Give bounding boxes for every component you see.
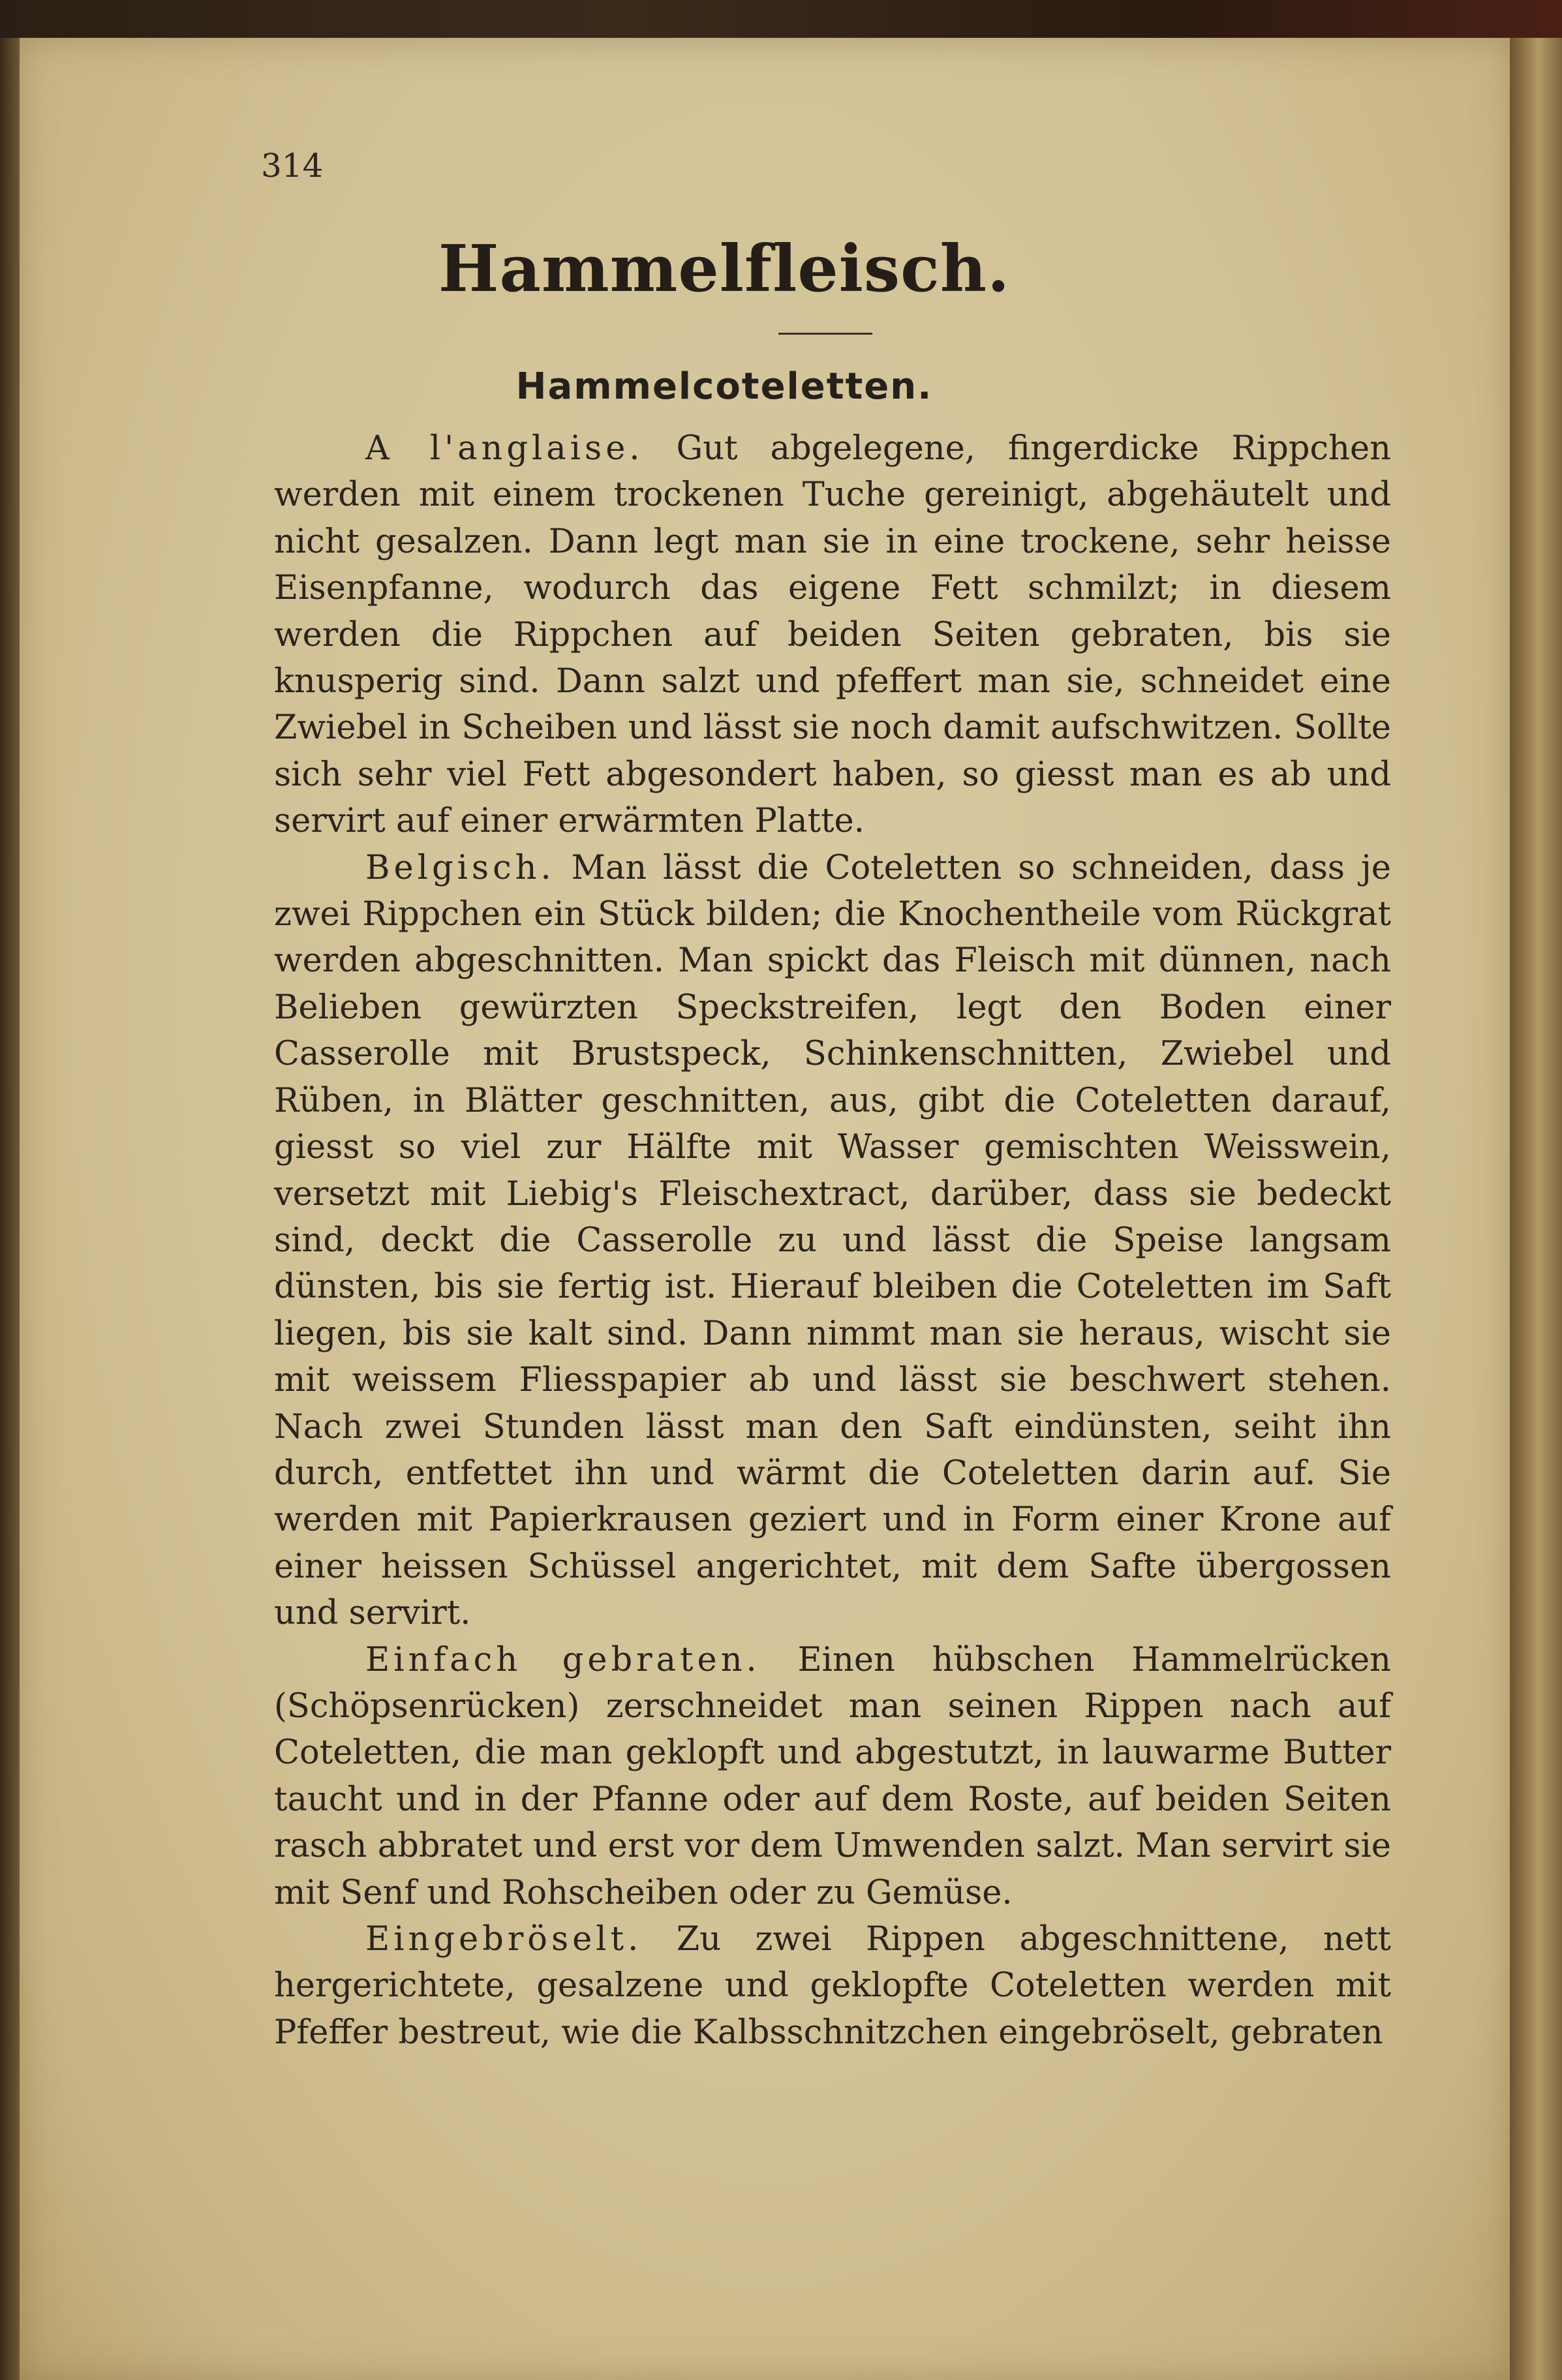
book-gutter-right xyxy=(1510,38,1562,2380)
scan-background-top xyxy=(0,0,1562,39)
paragraph-lead: Einfach gebraten. xyxy=(365,1640,761,1679)
paragraph-text: Gut abgelegene, fingerdicke Rippchen werden mit einem trockenen Tuche gereinigt, abgehäutelt und nicht gesalzen. Dann legt man sie in eine trockene, sehr heisse Eisenpfanne, wodurch das eigene Fett schmilzt; in diesem werden die Rippchen auf beiden Seiten gebraten, bis sie knusperig sind. Dann salzt und pfeffert man sie, schneidet eine Zwiebel in Scheiben und lässt sie noch damit aufschwitzen. Sollte sich sehr viel Fett abgesondert haben, so giesst man es ab und servirt auf einer erwärmten Platte. xyxy=(274,429,1391,841)
paragraph-eingebroeselt xyxy=(274,1916,1391,2056)
paragraph-lead: Eingebröselt. xyxy=(365,1920,643,1959)
paragraph-text: Einen hübschen Hammelrücken (Schöpsenrücken) zerschneidet man seinen Rippen nach auf Coteletten, die man geklopft und abgestutzt, in lauwarme Butter taucht und in der Pfanne oder auf dem Roste, auf beiden Seiten rasch abbratet und erst vor dem Umwenden salzt. Man servirt sie mit Senf und Rohscheiben oder zu Gemüse. xyxy=(274,1640,1391,1912)
title-divider xyxy=(778,333,872,335)
paragraph-anglaise xyxy=(274,425,1391,845)
book-edge-left xyxy=(0,38,20,2380)
paragraph-lead: A l'anglaise. xyxy=(365,429,644,468)
paragraph-text: Zu zwei Rippen abgeschnittene, nett hergerichtete, gesalzene und geklopfte Coteletten werden mit Pfeffer bestreut, wie die Kalbsschnitzchen eingebröselt, gebraten xyxy=(274,1920,1391,2052)
page-number: 314 xyxy=(261,147,324,185)
paragraph-belgisch xyxy=(274,845,1391,1637)
recipe-body xyxy=(274,425,1391,2056)
paragraph-einfach-gebraten xyxy=(274,1637,1391,1916)
chapter-title: Hammelfleisch. xyxy=(438,232,1011,307)
section-heading: Hammelcoteletten. xyxy=(515,365,933,408)
paragraph-text: Man lässt die Coteletten so schneiden, dass je zwei Rippchen ein Stück bilden; die Knochentheile vom Rückgrat werden abgeschnitten. Man spickt das Fleisch mit dünnen, nach Belieben gewürzten Speckstreifen, legt den Boden einer Casserolle mit Brustspeck, Schinkenschnitten, Zwiebel und Rüben, in Blätter geschnitten, aus, gibt die Coteletten darauf, giesst so viel zur Hälfte mit Wasser gemischten Weisswein, versetzt mit Liebig's Fleischextract, darüber, dass sie bedeckt sind, deckt die Casserolle zu und lässt die Speise langsam dünsten, bis sie fertig ist. Hierauf bleiben die Coteletten im Saft liegen, bis sie kalt sind. Dann nimmt man sie heraus, wischt sie mit weissem Fliesspapier ab und lässt sie beschwert stehen. Nach zwei Stunden lässt man den Saft eindünsten, seiht ihn durch, entfettet ihn und wärmt die Coteletten darin auf. Sie werden mit Papierkrausen geziert und in Form einer Krone auf einer heissen Schüssel angerichtet, mit dem Safte übergossen und servirt. xyxy=(274,848,1391,1633)
paragraph-lead: Belgisch. xyxy=(365,848,555,887)
